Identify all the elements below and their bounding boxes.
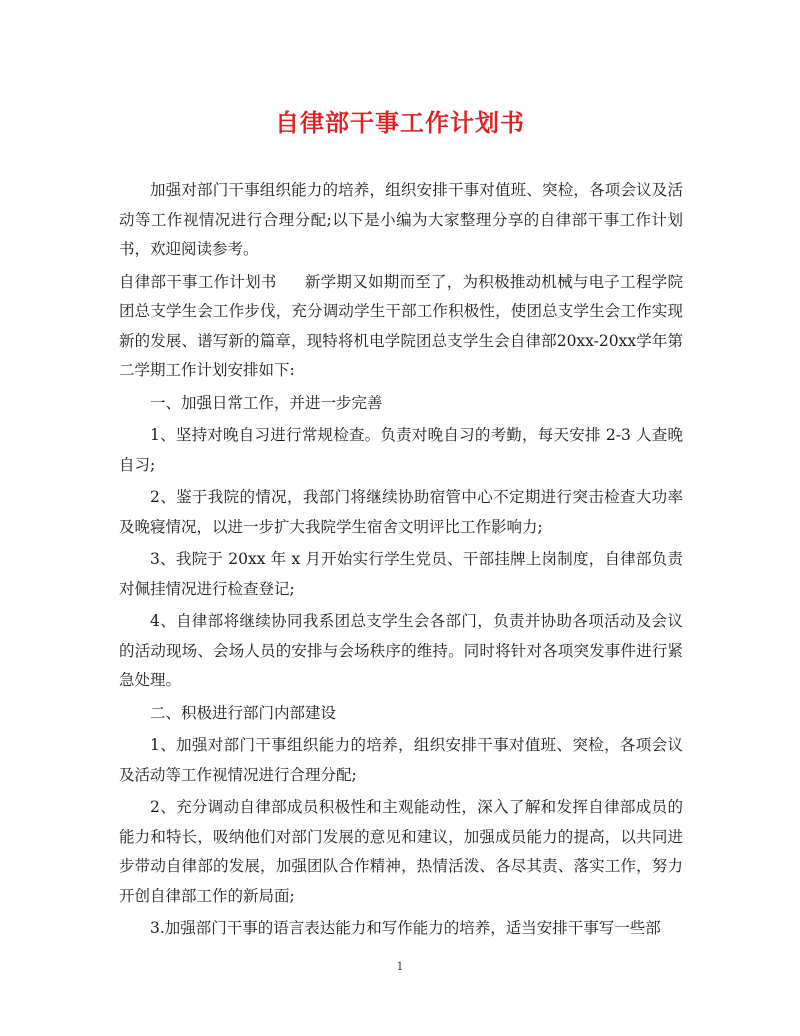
- section-2-title: 二、积极进行部门内部建设: [150, 703, 337, 722]
- section-1-item-3: 3、我院于 20xx 年 x 月开始实行学生党员、干部挂牌上岗制度，自律部负责对佩挂情况进行检查登记;: [119, 550, 683, 598]
- plan-heading-text: 新学期又如期而至了，为积极推动机械与电子工程学院团总支学生会工作步伐，充分调动学生干部工作积极性，使团总支学生会工作实现新的发展、谱写新的篇章，现特将机电学院团总支学生会自律部20xx-20xx学年第二学期工作计划安排如下:: [119, 272, 683, 379]
- document-title: 自律部干事工作计划书: [275, 108, 525, 137]
- plan-heading-paragraph: [119, 268, 683, 386]
- section-1-item-4: 4、自律部将继续协同我系团总支学生会各部门，负责并协助各项活动及会议的活动现场、会场人员的安排与会场秩序的维持。同时将针对各项突发事件进行紧急处理。: [119, 612, 683, 689]
- plan-heading-label: 自律部干事工作计划书: [119, 272, 277, 291]
- section-1-item-1: 1、坚持对晚自习进行常规检查。负责对晚自习的考勤，每天安排 2-3 人查晚自习;: [119, 426, 683, 474]
- section-2-item-2: 2、充分调动自律部成员积极性和主观能动性，深入了解和发挥自律部成员的能力和特长，吸纳他们对部门发展的意见和建议，加强成员能力的提高，以共同进步带动自律部的发展，加强团队合作精神，热情活泼、各尽其责、落实工作，努力开创自律部工作的新局面;: [119, 798, 683, 905]
- section-2-item-1: 1、加强对部门干事组织能力的培养，组织安排干事对值班、突检，各项会议及活动等工作视情况进行合理分配;: [119, 736, 683, 784]
- page-number: 1: [396, 960, 404, 973]
- intro-paragraph: 加强对部门干事组织能力的培养，组织安排干事对值班、突检，各项会议及活动等工作视情况进行合理分配;以下是小编为大家整理分享的自律部干事工作计划书，欢迎阅读参考。: [119, 181, 683, 258]
- section-1-item-2: 2、鉴于我院的情况，我部门将继续协助宿管中心不定期进行突击检查大功率及晚寝情况，以进一步扩大我院学生宿舍文明评比工作影响力;: [119, 488, 683, 536]
- document-body: [119, 176, 683, 947]
- section-2-item-3: 3.加强部门干事的语言表达能力和写作能力的培养，适当安排干事写一些部: [150, 919, 661, 937]
- section-1-title: 一、加强日常工作，并进一步完善: [150, 393, 383, 412]
